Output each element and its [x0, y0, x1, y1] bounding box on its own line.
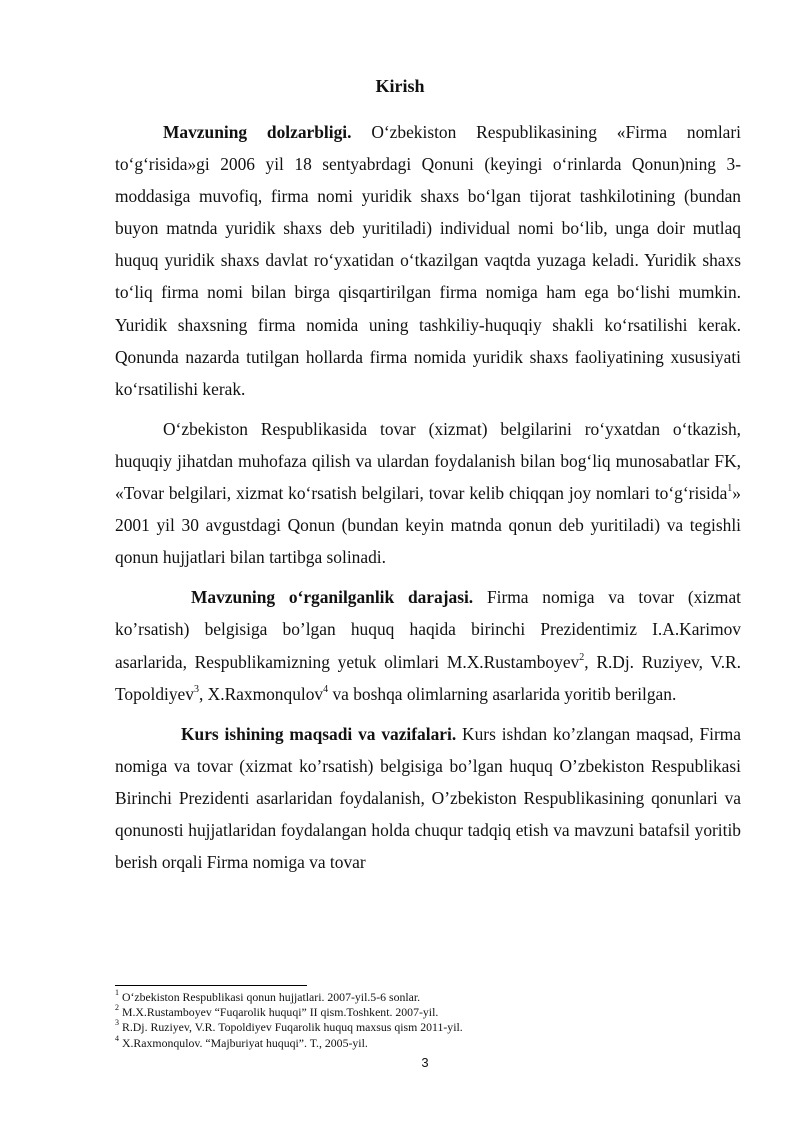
footnote-number: 4 — [115, 1033, 119, 1043]
paragraph-relevance — [115, 116, 741, 405]
footnote-text: R.Dj. Ruziyev, V.R. Topoldiyev Fuqarolik huquq maxsus qism 2011-yil. — [119, 1020, 463, 1035]
paragraph-lead: Mavzuning dolzarbligi. — [163, 122, 352, 142]
footnote-item — [115, 990, 715, 1005]
footnote-ref: 3 — [193, 683, 199, 695]
body-text — [115, 116, 741, 886]
footnote-item — [115, 1033, 715, 1051]
paragraph-text: va boshqa olimlarning asarlarida yoritib berilgan. — [328, 683, 677, 704]
footnote-ref: 4 — [323, 683, 329, 695]
footnote-item — [115, 1005, 715, 1020]
paragraph-text: O‘zbekiston Respublikasining «Firma nomlari to‘g‘risida»gi 2006 yil 18 sentyabrdagi Qonuni (keyingi o‘rinlarda Qonun)ning 3-moddasiga muvofiq, firma nomi yuridik shaxs bo‘lgan tijorat tashkilotining (bundan buyon matnda yuridik shaxs deb yuritiladi) individual nomi bo‘lib, unga doir mutlaq huquq yuridik shaxs davlat ro‘yxatidan o‘tkazilgan vaqtda yuzaga keladi. Yuridik shaxs to‘liq firma nomi bilan birga qisqartirilgan firma nomiga ham ega bo‘lishi mumkin. Yuridik shaxsning firma nomida uning tashkiliy-huquqiy shakli ko‘rsatilishi kerak. Qonunda nazarda tutilgan hollarda firma nomida yuridik shaxs faoliyatining xususiyati ko‘rsatilishi kerak. — [115, 122, 741, 399]
paragraph-legislation — [115, 413, 741, 573]
page-number: 3 — [421, 1055, 429, 1070]
paragraph-text: , X.Raxmonqulov — [198, 683, 324, 704]
paragraph-lead: Kurs ishining maqsadi va vazifalari. — [181, 723, 457, 744]
footnote-ref: 1 — [727, 483, 733, 495]
footnote-ref: 2 — [579, 651, 585, 663]
footnote-text: O‘zbekiston Respublikasi qonun hujjatlari. 2007-yil.5-6 sonlar. — [119, 990, 421, 1004]
paragraph-research-level — [115, 581, 741, 709]
paragraph-text: » 2001 yil 30 avgustdagi Qonun (bundan keyin matnda qonun deb yuritiladi) va tegishli qonun hujjatlari bilan tartibga solinadi. — [115, 483, 741, 568]
paragraph-text: O‘zbekiston Respublikasida tovar (xizmat) belgilarini ro‘yxatdan o‘tkazish, huquqiy jihatdan muhofaza qilish va ulardan foydalanish bilan bog‘liq munosabatlar FK, «Tovar belgilari, xizmat ko‘rsatish belgilari, tovar kelib chiqqan joy nomlari to‘g‘risida — [115, 418, 741, 504]
footnote-number: 2 — [115, 1003, 119, 1013]
footnotes — [115, 990, 715, 1051]
footnote-item — [115, 1020, 715, 1035]
paragraph-text: , R.Dj. Ruziyev, V.R. Topoldiyev — [115, 651, 742, 704]
footnote-divider — [115, 985, 307, 986]
paragraph-text: Kurs ishdan ko’zlangan maqsad, Firma nomiga va tovar (xizmat ko’rsatish) belgisiga bo’lgan huquq O’zbekiston Respublikasi Birinchi Prezidenti asarlaridan foydalanish, O’zbekiston Respublikasining qonunlari va qonunosti hujjatlaridan foydalangan holda chuqur tadqiq etish va mavzuni batafsil yoritib berish orqali Firma nomiga va tovar — [115, 723, 741, 873]
paragraph-text: Firma nomiga va tovar (xizmat ko’rsatish) belgisiga bo’lgan huquq haqida birinchi Prezidentimiz I.A.Karimov asarlarida, Respublikamizning yetuk olimlari M.X.Rustamboyev — [115, 587, 742, 672]
footnote-number: 1 — [115, 988, 119, 998]
page-title: Kirish — [375, 76, 425, 96]
paragraph-goals — [115, 718, 741, 878]
paragraph-lead: Mavzuning o‘rganilganlik darajasi. — [191, 587, 474, 608]
footnote-text: X.Raxmonqulov. “Majburiyat huquqi”. T., 2005-yil. — [119, 1035, 368, 1050]
footnote-text: M.X.Rustamboyev “Fuqarolik huquqi” II qism.Toshkent. 2007-yil. — [119, 1005, 439, 1020]
footnote-number: 3 — [115, 1018, 119, 1028]
